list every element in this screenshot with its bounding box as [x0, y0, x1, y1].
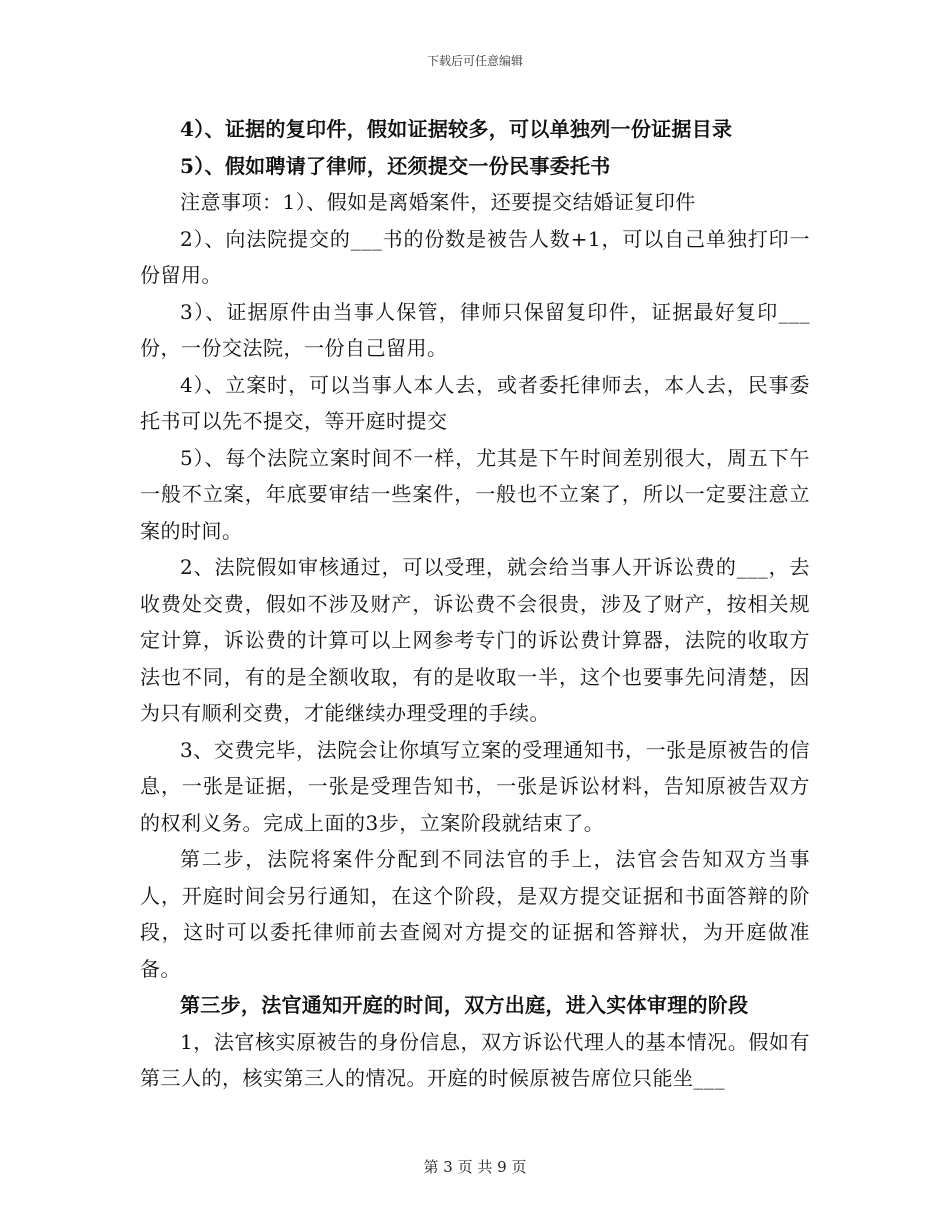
paragraph: 4）、立案时，可以当事人本人去，或者委托律师去，本人去，民事委托书可以先不提交，等开庭时提交: [140, 372, 810, 433]
paragraph: 5）、每个法院立案时间不一样，尤其是下午时间差别很大，周五下午一般不立案，年底要审结一些案件，一般也不立案了，所以一定要注意立案的时间。: [140, 445, 810, 543]
paragraph: 2）、向法院提交的___书的份数是被告人数+1，可以自己单独打印一份留用。: [140, 226, 810, 287]
document-body: [140, 111, 810, 1097]
paragraph: 4）、证据的复印件，假如证据较多，可以单独列一份证据目录: [180, 117, 733, 141]
paragraph: 第三步，法官通知开庭的时间，双方出庭，进入实体审理的阶段: [180, 993, 749, 1017]
paragraph: 1，法官核实原被告的身份信息，双方诉讼代理人的基本情况。假如有第三人的，核实第三人的情况。开庭的时候原被告席位只能坐___: [140, 1029, 810, 1090]
paragraph: 3、交费完毕，法院会让你填写立案的受理通知书，一张是原被告的信息，一张是证据，一张是受理告知书，一张是诉讼材料，告知原被告双方的权利义务。完成上面的3步，立案阶段就结束了。: [140, 737, 810, 835]
paragraph: 第二步，法院将案件分配到不同法官的手上，法官会告知双方当事人，开庭时间会另行通知，在这个阶段，是双方提交证据和书面答辩的阶段，这时可以委托律师前去查阅对方提交的证据和答辩状，为开庭做准备。: [140, 847, 810, 981]
page-number: 第 3 页 共 9 页: [423, 1158, 527, 1176]
paragraph: 注意事项：1）、假如是离婚案件，还要提交结婚证复印件: [180, 190, 696, 214]
page-header: 下载后可任意编辑: [426, 54, 523, 68]
paragraph: 3）、证据原件由当事人保管，律师只保留复印件，证据最好复印___份，一份交法院，一份自己留用。: [140, 299, 810, 360]
paragraph: 5）、假如聘请了律师，还须提交一份民事委托书: [180, 153, 611, 178]
paragraph: 2、法院假如审核通过，可以受理，就会给当事人开诉讼费的___，去收费处交费，假如不涉及财产，诉讼费不会很贵，涉及了财产，按相关规定计算，诉讼费的计算可以上网参考专门的诉讼费计算器，法院的收取方法也不同，有的是全额收取，有的是收取一半，这个也要事先问清楚，因为只有顺利交费，才能继续办理受理的手续。: [140, 555, 810, 725]
